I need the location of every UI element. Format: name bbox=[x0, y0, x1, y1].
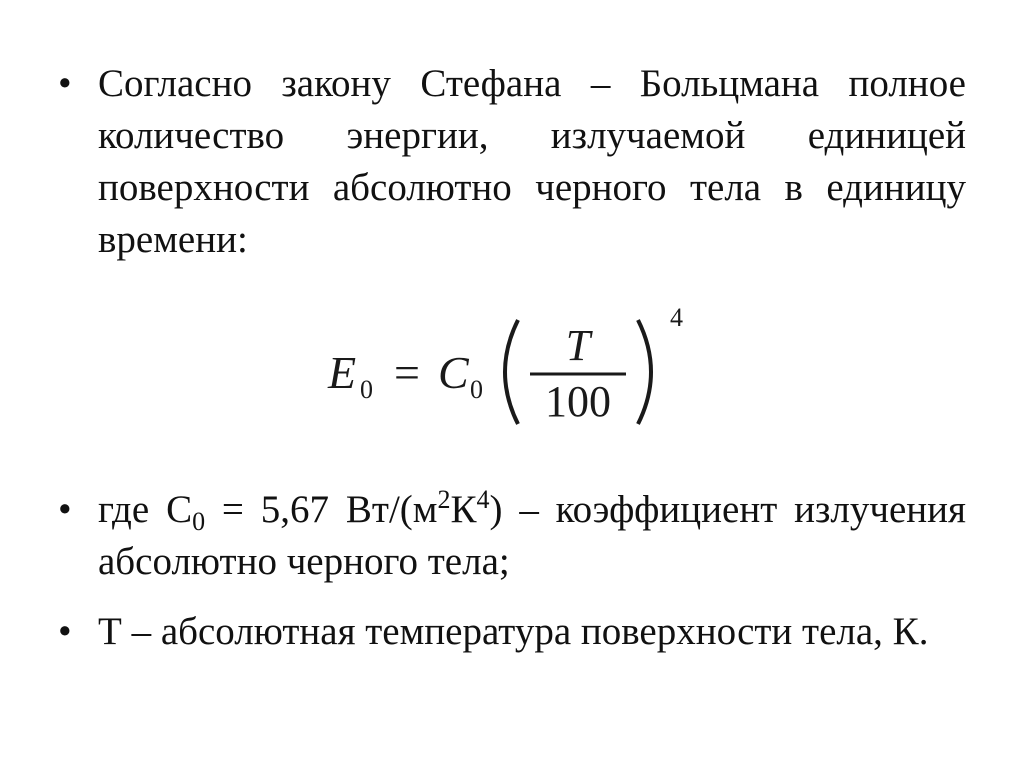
coef-subscript: 0 bbox=[192, 507, 206, 536]
unit-k-exponent: 4 bbox=[476, 485, 490, 514]
stefan-boltzmann-formula bbox=[320, 302, 720, 432]
coef-prefix: где С bbox=[98, 488, 193, 531]
bullet-text bbox=[98, 484, 966, 588]
formula-denominator: 100 bbox=[545, 377, 611, 426]
formula-coef-symbol: C bbox=[438, 347, 469, 398]
bullet-stefan-boltzmann bbox=[58, 58, 966, 266]
bullet-temperature bbox=[58, 606, 966, 658]
unit-m-exponent: 2 bbox=[437, 485, 451, 514]
formula-left-paren bbox=[505, 320, 518, 424]
formula-numerator: T bbox=[565, 321, 591, 370]
coef-value: = 5,67 Вт/(м bbox=[205, 488, 438, 531]
bullet-coefficient bbox=[58, 484, 966, 588]
bullet-text: Согласно закону Стефана – Больцмана полное количество энергии, излучаемой единицей поверхности абсолютно черного тела в единицу времени: bbox=[98, 62, 966, 261]
bullet-marker: • bbox=[58, 62, 72, 105]
formula-equals: = bbox=[394, 347, 420, 398]
formula-coef-subscript: 0 bbox=[470, 375, 483, 404]
coef-description: ) – коэффициент излучения абсолютно черного тела; bbox=[98, 488, 966, 583]
formula-exponent: 4 bbox=[670, 303, 683, 332]
bullet-text: Т – абсолютная температура поверхности тела, К. bbox=[98, 610, 929, 653]
formula-lhs-subscript: 0 bbox=[360, 375, 373, 404]
formula-lhs-symbol: E bbox=[328, 347, 357, 398]
bullet-marker: • bbox=[58, 610, 72, 653]
unit-k: К bbox=[450, 488, 477, 531]
formula-right-paren bbox=[638, 320, 651, 424]
bullet-marker: • bbox=[58, 488, 72, 531]
